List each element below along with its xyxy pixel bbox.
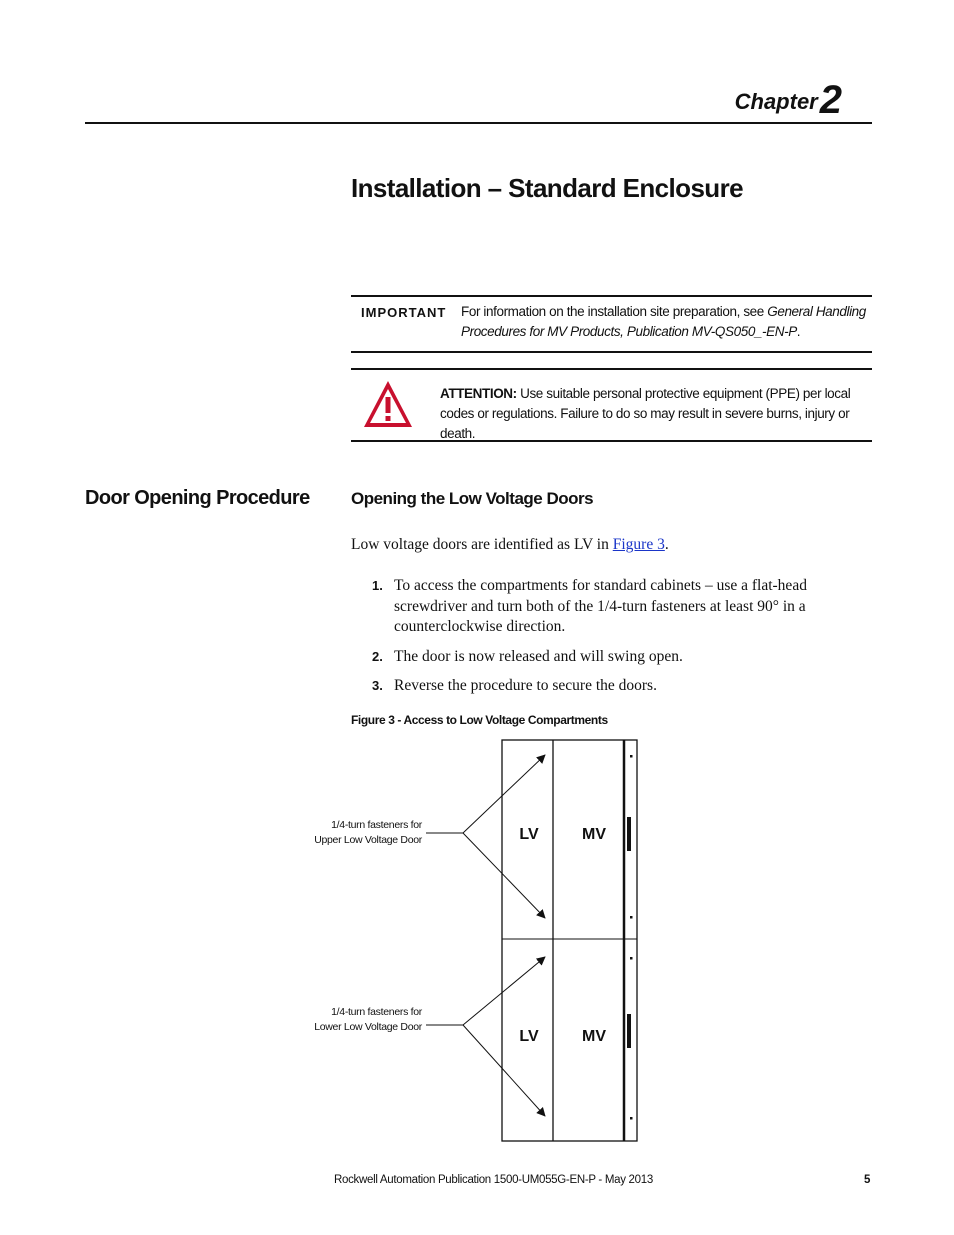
intro-paragraph [351, 536, 669, 554]
cabinet-outline [502, 740, 637, 1141]
hinge-dot [630, 1117, 633, 1120]
step-item [351, 576, 851, 638]
step-number: 2. [372, 648, 383, 664]
important-tag: IMPORTANT [361, 305, 447, 320]
figure-caption: Figure 3 - Access to Low Voltage Compartments [351, 713, 608, 727]
step-item [351, 676, 851, 697]
lower-callout [282, 1005, 422, 1035]
attention-text [440, 384, 870, 444]
page-title: Installation – Standard Enclosure [351, 173, 743, 203]
important-text [461, 302, 866, 342]
attention-body: Use suitable personal protective equipment (PPE) per local codes or regulations. Failure to do so may result in severe burns, injury or death. [440, 386, 851, 441]
figure-link[interactable]: Figure 3 [612, 536, 665, 553]
upper-lv-label: LV [519, 826, 539, 843]
chapter-number: 2 [819, 78, 842, 122]
important-text-italic: General Handling Procedures for MV Products, Publication MV-QS050_-EN-P [461, 304, 866, 339]
lower-callout-line2: Lower Low Voltage Door [314, 1021, 422, 1033]
subsection-title: Opening the Low Voltage Doors [351, 489, 594, 508]
upper-callout [282, 818, 422, 848]
header-rule [85, 122, 872, 124]
intro-after: . [664, 536, 669, 553]
step-text: The door is now released and will swing open. [394, 647, 683, 665]
upper-mv-label: MV [582, 826, 606, 843]
step-number: 3. [372, 678, 383, 693]
important-text-end: . [796, 324, 801, 339]
step-text: Reverse the procedure to secure the doors. [394, 677, 657, 694]
step-text: To access the compartments for standard cabinets – use a flat-head screwdriver and turn both of the 1/4-turn fasteners at least 90° in a counterclockwise direction. [394, 577, 807, 635]
upper-arrow-top [463, 755, 545, 833]
step-item [351, 647, 851, 668]
page-number: 5 [864, 1174, 871, 1186]
figure-diagram [300, 735, 645, 1145]
lower-mv-label: MV [582, 1028, 606, 1045]
chapter-word: Chapter [734, 89, 818, 114]
hinge-dot [630, 755, 633, 758]
lower-arrow-top [463, 957, 545, 1025]
hinge-dot [630, 916, 633, 919]
upper-arrow-bottom [463, 833, 545, 918]
footer-publication: Rockwell Automation Publication 1500-UM055G-EN-P - May 2013 [334, 1174, 653, 1186]
important-box [351, 295, 872, 353]
attention-label: ATTENTION: [440, 386, 517, 401]
important-text-plain: For information on the installation site preparation, see [461, 304, 768, 319]
lower-callout-line1: 1/4-turn fasteners for [331, 1006, 422, 1018]
warning-triangle-icon [361, 378, 415, 430]
chapter-label [735, 78, 842, 123]
upper-callout-line2: Upper Low Voltage Door [314, 834, 422, 846]
enclosure-diagram [300, 735, 645, 1145]
step-number: 1. [372, 578, 383, 593]
upper-callout-line1: 1/4-turn fasteners for [331, 819, 422, 831]
section-title: Door Opening Procedure [85, 487, 310, 509]
hinge-dot [630, 957, 633, 960]
upper-door-handle [627, 817, 631, 851]
attention-box [351, 368, 872, 442]
lower-lv-label: LV [519, 1028, 539, 1045]
lower-door-handle [627, 1014, 631, 1048]
intro-before: Low voltage doors are identified as LV in [351, 536, 613, 553]
steps-list [351, 576, 851, 706]
